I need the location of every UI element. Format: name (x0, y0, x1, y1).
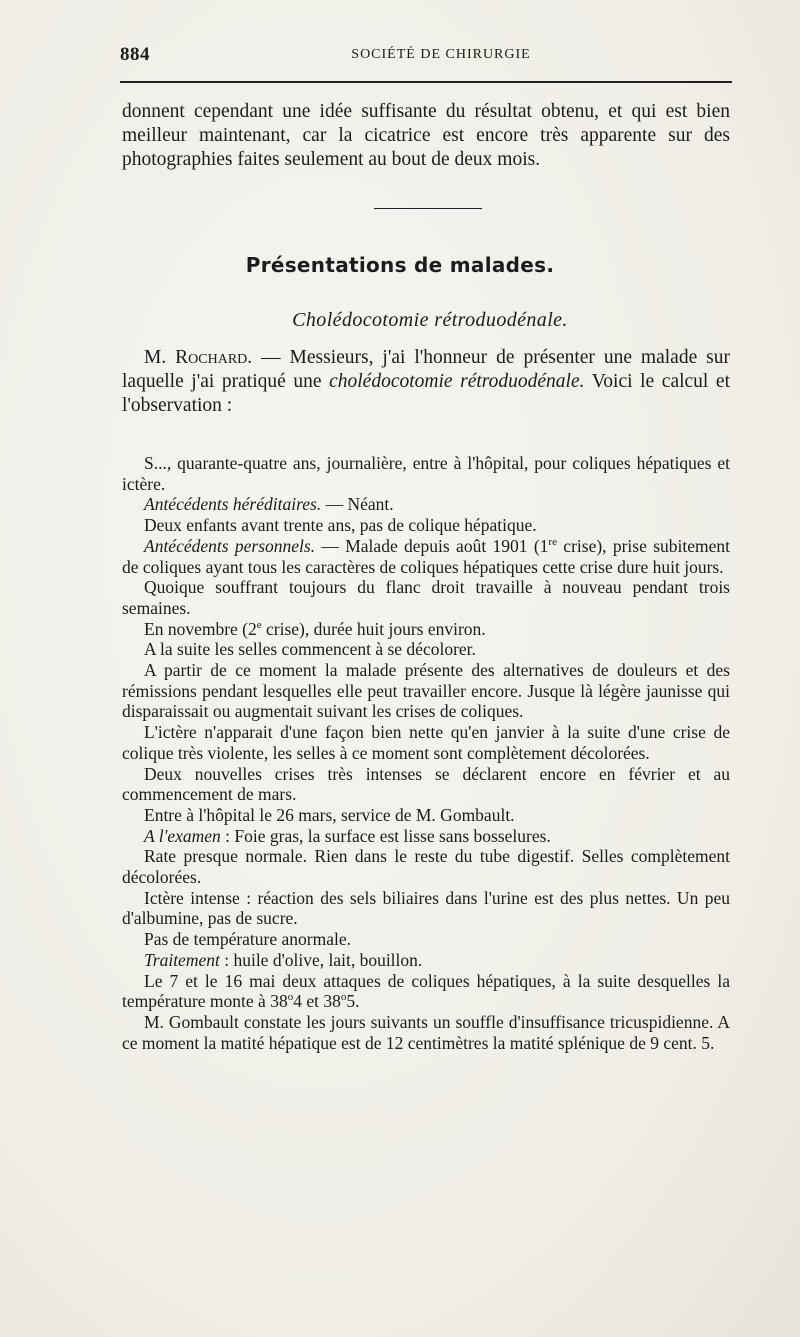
obs-paragraph (122, 950, 730, 971)
journal-title: SOCIÉTÉ DE CHIRURGIE (351, 47, 531, 62)
obs-paragraph (122, 536, 730, 577)
obs-text: : huile d'olive, lait, bouillon. (219, 949, 423, 970)
obs-paragraph: M. Gombault constate les jours suivants un souffle d'insuffisance tricuspidienne. A ce moment la matité hépatique est de 12 centimètres la matité splénique de 9 cent. 5. (122, 1011, 730, 1053)
obs-paragraph: A partir de ce moment la malade présente des alternatives de douleurs et des rémissions pendant lesquelles elle peut travailler encore. Jusque là légère jaunisse qui disparaissait ou augmentait suivant les crises de coliques. (122, 660, 730, 722)
obs-paragraph: Entre à l'hôpital le 26 mars, service de M. Gombault. (144, 804, 515, 825)
obs-paragraph: L'ictère n'apparait d'une façon bien nette qu'en janvier à la suite d'une crise de colique très violente, les selles à ce moment sont complètement décolorées. (122, 722, 730, 763)
obs-text: : Foie gras, la surface est lisse sans bosselures. (220, 825, 551, 846)
obs-paragraph (122, 619, 730, 640)
obs-paragraph: Rate presque normale. Rien dans le reste du tube digestif. Selles complètement décolorées. (122, 846, 730, 888)
obs-text: — Malade depuis août 1901 (1 (315, 535, 549, 556)
statement-text-1: — Messieurs, j'ai l'honneur de présenter une malade sur laquelle j'ai pratiqué une (122, 347, 731, 392)
obs-paragraph (122, 494, 730, 515)
section-title: Présentations de malades. (245, 253, 555, 277)
intro-paragraph-block (122, 100, 730, 172)
header-rule (120, 81, 732, 83)
obs-label: Antécédents personnels. (144, 535, 316, 556)
obs-superscript: o (340, 991, 347, 1004)
obs-paragraph: Quoique souffrant toujours du flanc droit travaille à nouveau pendant trois semaines. (122, 577, 730, 618)
statement-text-2: Voici le calcul et l'observation : (122, 371, 730, 416)
obs-text: 5. (346, 991, 360, 1012)
obs-superscript: re (548, 535, 557, 548)
obs-text: 4 et 38 (293, 991, 341, 1012)
obs-text: crise), prise subitement de coliques ayant tous les caractères de coliques hépatiques cette crise dure huit jours. (122, 535, 730, 577)
section-subtitle: Cholédocotomie rétroduodénale. (292, 309, 568, 331)
obs-paragraph: S..., quarante-quatre ans, journalière, entre à l'hôpital, pour coliques hépatiques et ictère. (122, 453, 730, 494)
obs-text: — Néant. (321, 494, 394, 515)
obs-paragraph: Deux enfants avant trente ans, pas de colique hépatique. (144, 515, 537, 536)
obs-text: En novembre (2 (144, 618, 257, 639)
obs-paragraph: Pas de température anormale. (144, 929, 351, 950)
speaker-name: M. Rochard. (144, 347, 253, 368)
running-head (120, 44, 732, 68)
observation-block (122, 453, 730, 1053)
section-separator (374, 208, 482, 209)
obs-paragraph (122, 826, 730, 847)
obs-paragraph: A la suite les selles commencent à se décolorer. (144, 639, 476, 660)
obs-text: Le 7 et le 16 mai deux attaques de coliques hépatiques, à la suite desquelles la température monte à 38 (122, 970, 730, 1012)
procedure-term: cholédocotomie rétroduodénale. (329, 371, 585, 392)
obs-text: crise), durée huit jours environ. (261, 618, 486, 639)
obs-paragraph: Ictère intense : réaction des sels biliaires dans l'urine est des plus nettes. Un peu d'albumine, pas de sucre. (122, 887, 730, 929)
obs-label: Antécédents héréditaires. (144, 494, 322, 515)
obs-paragraph: Deux nouvelles crises très intenses se déclarent encore en février et au commencement de mars. (122, 763, 730, 805)
obs-label: Traitement (144, 949, 220, 970)
obs-superscript: o (287, 991, 294, 1004)
obs-superscript: e (256, 618, 262, 631)
obs-paragraph (122, 971, 730, 1012)
rochard-statement (122, 346, 730, 418)
rochard-statement-block (122, 346, 730, 418)
obs-label: A l'examen (144, 825, 221, 846)
intro-paragraph: donnent cependant une idée suffisante du résultat obtenu, et qui est bien meilleur maintenant, car la cicatrice est encore très apparente sur des photographies faites seulement au bout de deux mois. (122, 101, 730, 170)
page-number: 884 (120, 44, 150, 65)
